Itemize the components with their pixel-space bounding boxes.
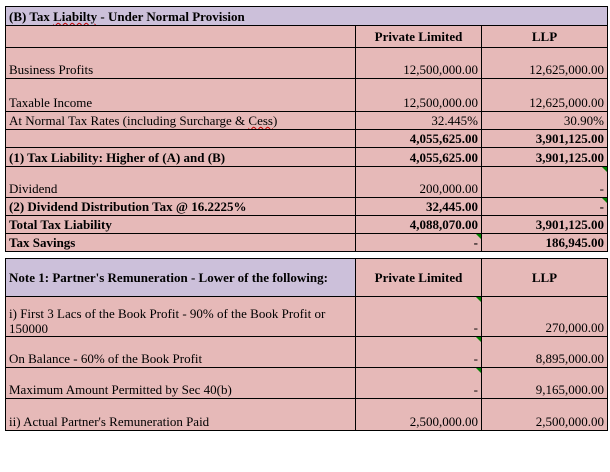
llp-value[interactable]: 30.90% [482,112,608,130]
table-row [6,234,608,252]
row-label[interactable]: Tax Savings [6,234,356,252]
table-row [6,337,608,368]
section-b-title[interactable]: (B) Tax Liabilty - Under Normal Provision [6,7,608,26]
row-label[interactable]: Maximum Amount Permitted by Sec 40(b) [6,368,356,399]
private-value[interactable]: 4,055,625.00 [356,148,482,167]
table-row [6,112,608,130]
table-row [6,368,608,399]
header-blank-cell[interactable] [6,26,356,48]
llp-value[interactable]: 12,625,000.00 [482,79,608,112]
private-value[interactable]: - [356,234,482,252]
private-value[interactable]: 200,000.00 [356,167,482,198]
llp-value[interactable]: 2,500,000.00 [482,399,608,431]
partner-remuneration-table [5,258,608,431]
row-label[interactable]: (1) Tax Liability: Higher of (A) and (B) [6,148,356,167]
private-value[interactable]: 32,445.00 [356,198,482,216]
table-row [6,297,608,337]
private-value[interactable]: 32.445% [356,112,482,130]
row-label[interactable]: Dividend [6,167,356,198]
table-row [6,48,608,79]
row-label[interactable]: ii) Actual Partner's Remuneration Paid [6,399,356,431]
col-header-llp[interactable]: LLP [482,259,608,297]
llp-value[interactable]: 3,901,125.00 [482,216,608,234]
note-1-title[interactable]: Note 1: Partner's Remuneration - Lower of the following: [6,259,356,297]
row-label[interactable]: i) First 3 Lacs of the Book Profit - 90% of the Book Profit or 150000 [6,297,356,337]
table-row [6,167,608,198]
private-value[interactable]: 2,500,000.00 [356,399,482,431]
col-header-private-limited[interactable]: Private Limited [356,259,482,297]
row-label[interactable]: Total Tax Liability [6,216,356,234]
private-value[interactable]: 4,088,070.00 [356,216,482,234]
spelling-flag: Liabilty [53,9,98,24]
llp-value[interactable]: 8,895,000.00 [482,337,608,368]
row-label[interactable]: At Normal Tax Rates (including Surcharge & Cess) [6,112,356,130]
table-row [6,399,608,431]
private-value[interactable]: 12,500,000.00 [356,48,482,79]
col-header-private-limited[interactable]: Private Limited [356,26,482,48]
llp-value[interactable]: - [482,167,608,198]
llp-value[interactable]: 12,625,000.00 [482,48,608,79]
table-row [6,79,608,112]
llp-value[interactable]: 3,901,125.00 [482,130,608,148]
row-label[interactable]: Business Profits [6,48,356,79]
spreadsheet-sheet [5,6,607,431]
llp-value[interactable]: 270,000.00 [482,297,608,337]
private-value[interactable]: - [356,337,482,368]
private-value[interactable]: 4,055,625.00 [356,130,482,148]
spelling-flag: Cess [248,113,273,128]
col-header-llp[interactable]: LLP [482,26,608,48]
row-label[interactable] [6,130,356,148]
private-value[interactable]: 12,500,000.00 [356,79,482,112]
row-label[interactable]: (2) Dividend Distribution Tax @ 16.2225% [6,198,356,216]
tax-liability-table [5,6,608,252]
private-value[interactable]: - [356,368,482,399]
table-row [6,216,608,234]
table-row [6,198,608,216]
row-label[interactable]: On Balance - 60% of the Book Profit [6,337,356,368]
table-row [6,130,608,148]
llp-value[interactable]: 3,901,125.00 [482,148,608,167]
llp-value[interactable]: 9,165,000.00 [482,368,608,399]
llp-value[interactable]: - [482,198,608,216]
table-row [6,148,608,167]
llp-value[interactable]: 186,945.00 [482,234,608,252]
private-value[interactable]: - [356,297,482,337]
row-label[interactable]: Taxable Income [6,79,356,112]
